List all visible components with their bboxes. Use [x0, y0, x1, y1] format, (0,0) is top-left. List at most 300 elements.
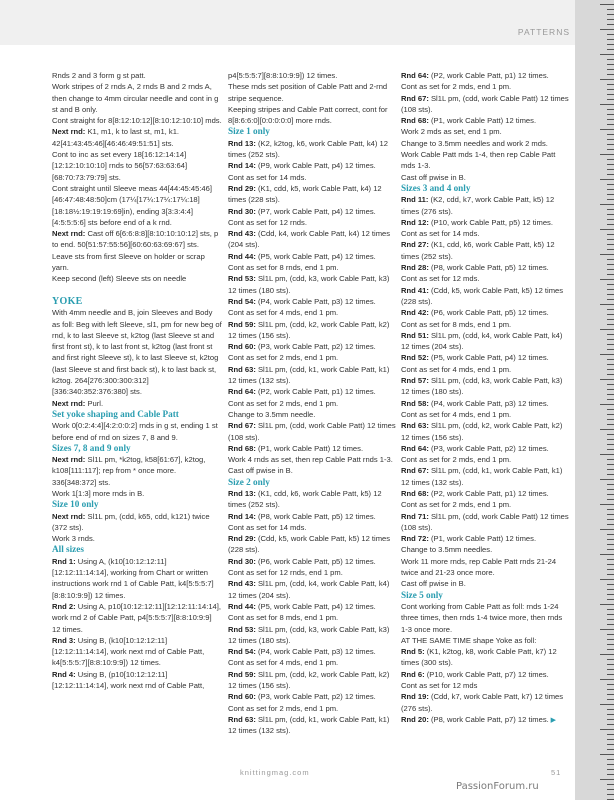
instruction-text: (P2, work Cable Patt, p1) 12 times.	[428, 488, 549, 498]
ruler-tick	[607, 624, 614, 625]
ruler-tick	[607, 719, 614, 720]
instruction-text: Sl1L pm, (cdd, k3, work Cable Patt, k3) 12 times (180 sts).	[228, 274, 390, 295]
ruler-tick	[600, 729, 614, 730]
instruction-line	[228, 522, 398, 533]
instruction-line	[401, 465, 571, 488]
round-label: Rnd 14:	[228, 511, 256, 521]
ruler-tick	[607, 789, 614, 790]
ruler-tick	[607, 19, 614, 20]
instruction-line	[52, 70, 222, 81]
ruler-tick	[600, 429, 614, 430]
instruction-line	[228, 262, 398, 273]
ruler-tick	[607, 34, 614, 35]
instruction-line	[401, 285, 571, 308]
instruction-line	[401, 330, 571, 353]
instruction-line	[401, 488, 571, 499]
ruler-tick	[607, 599, 614, 600]
instruction-text: (P10, work Cable Patt, p5) 12 times.	[428, 217, 553, 227]
instruction-text: Change to 3.5mm needles.	[401, 545, 493, 555]
instruction-text: Cont as set for 14 mds.	[228, 172, 307, 182]
instruction-text: (P3, work Cable Patt, p2) 12 times.	[428, 443, 549, 453]
instruction-line	[228, 104, 398, 127]
ruler-tick	[607, 44, 614, 45]
instruction-line	[228, 228, 398, 251]
instruction-line	[401, 454, 571, 465]
ruler-tick	[607, 299, 614, 300]
instruction-line	[228, 364, 398, 387]
instruction-line	[228, 691, 398, 702]
instruction-line	[228, 206, 398, 217]
ruler-tick	[600, 504, 614, 505]
instruction-text: (P5, work Cable Patt, p4) 12 times.	[255, 251, 376, 261]
ruler-tick	[607, 444, 614, 445]
instruction-text: Cont as set for 12 mds.	[401, 274, 480, 284]
ruler-tick	[607, 159, 614, 160]
ruler-tick	[607, 514, 614, 515]
ruler-tick	[607, 459, 614, 460]
paragraph-gap	[52, 285, 222, 296]
ruler-tick	[600, 129, 614, 130]
instruction-line	[401, 115, 571, 126]
ruler-tick	[600, 354, 614, 355]
column-1	[52, 70, 222, 691]
ruler-tick	[607, 394, 614, 395]
header-band	[0, 0, 614, 45]
instruction-text: (P4, work Cable Patt, p3) 12 times.	[255, 296, 376, 306]
instruction-text: Cont straight until Sleeve meas 44[44:45:45:46][46:47:48:48:50]cm (17¼[17¼:17¼:17¼:18][18:18½:19:19:19:69]in), ending 3[3:3:4:4][4:5:5:5:6] sts before end of a k rnd.	[52, 183, 212, 227]
instruction-text: Cont working from Cable Patt as foll: rnds 1-24 three times, then rnds 1-4 twice more, then rnds 1-3 once more.	[401, 601, 563, 634]
instruction-text: Sl1L pm, (cdd, k4, work Cable Patt, k4) 12 times (204 sts).	[228, 579, 390, 600]
ruler-tick	[600, 404, 614, 405]
instruction-text: Keep second (left) Sleeve sts on needle	[52, 274, 187, 284]
instruction-line	[401, 443, 571, 454]
ruler-tick	[607, 644, 614, 645]
instruction-line	[52, 420, 222, 443]
instruction-line	[228, 138, 398, 161]
round-label: Rnd 43:	[228, 579, 256, 589]
ruler-tick	[607, 164, 614, 165]
ruler-tick	[607, 564, 614, 565]
instruction-text: Cont as set for 14 mds.	[401, 229, 480, 239]
ruler-tick	[607, 209, 614, 210]
instruction-text: Cont as set for 8 mds, end 1 pm.	[401, 319, 512, 329]
round-label: Rnd 12:	[401, 217, 429, 227]
instruction-line	[228, 420, 398, 443]
instruction-line	[401, 578, 571, 589]
ruler-tick	[600, 379, 614, 380]
ruler-tick	[607, 784, 614, 785]
round-label: Rnd 43:	[228, 229, 256, 239]
instruction-text: Sl1L pm, (cdd, work Cable Patt) 12 times (108 sts).	[401, 93, 569, 114]
instruction-text: Cast off pwise in B.	[228, 466, 293, 476]
round-label: Rnd 54:	[228, 296, 256, 306]
ruler-tick	[607, 109, 614, 110]
instruction-line	[401, 691, 571, 714]
round-label: Rnd 67:	[228, 421, 256, 431]
instruction-text: Cont as set for 2 mds, end 1 pm.	[228, 703, 339, 713]
round-label: Rnd 60:	[228, 692, 256, 702]
ruler-tick	[607, 569, 614, 570]
ruler-tick	[607, 399, 614, 400]
round-label: Rnd 19:	[401, 692, 429, 702]
instruction-line	[401, 714, 571, 726]
round-label: Rnd 1:	[52, 556, 76, 566]
ruler-tick	[600, 104, 614, 105]
ruler-tick	[607, 319, 614, 320]
instruction-text: Keeping stripes and Cable Patt correct, cont for 8[8:6:6:0][0:0:0:0:0] more rnds.	[228, 104, 388, 126]
instruction-line	[401, 217, 571, 228]
ruler-tick	[607, 89, 614, 90]
ruler-tick	[607, 524, 614, 525]
ruler-tick	[600, 629, 614, 630]
instruction-line	[228, 307, 398, 318]
instruction-line	[228, 319, 398, 342]
instruction-text: Cont as set for 14 mds.	[228, 522, 307, 532]
ruler-tick	[607, 339, 614, 340]
ruler-tick	[607, 734, 614, 735]
ruler-tick	[607, 184, 614, 185]
instruction-text: p4[5:5:5:7][8:8:10:9:9]) 12 times.	[228, 71, 338, 80]
instruction-text: Sl1L pm, *k2tog, k58[61:67], k2tog, k108[111:117]; rep from * once more. 336[348:372] sts.	[52, 455, 206, 487]
instruction-line	[228, 612, 398, 623]
ruler-tick	[600, 229, 614, 230]
instruction-line	[401, 511, 571, 534]
instruction-line	[401, 307, 571, 318]
instruction-text: Cont as set for 8 rnds, end 1 pm.	[228, 263, 339, 273]
ruler-tick	[607, 794, 614, 795]
instruction-text: Cont as set for 4 mds, end 1 pm.	[228, 658, 339, 668]
instruction-text: Cont as set for 12 rnds.	[228, 217, 307, 227]
instruction-text: (K2, cdd, k7, work Cable Patt, k5) 12 times (276 sts).	[401, 195, 555, 216]
instruction-text: Work 3 rnds.	[52, 534, 95, 544]
instruction-text: Rnds 2 and 3 form g st patt.	[52, 71, 146, 80]
instruction-line	[52, 183, 222, 228]
ruler-tick	[607, 64, 614, 65]
instruction-text: Work stripes of 2 rnds A, 2 rnds B and 2 rnds A, then change to 4mm circular needle and cont in g st and B only.	[52, 82, 219, 114]
instruction-line	[228, 511, 398, 522]
ruler-tick	[607, 369, 614, 370]
instruction-text: These rnds set position of Cable Patt and 2-rnd stripe sequence.	[228, 82, 388, 103]
round-label: Rnd 29:	[228, 183, 256, 193]
instruction-text: (K2, k2tog, k6, work Cable Patt, k4) 12 times (252 sts).	[228, 138, 388, 160]
instruction-line	[52, 126, 222, 149]
round-label: Rnd 64:	[401, 71, 429, 80]
ruler-tick	[607, 744, 614, 745]
instruction-text: (P6, work Cable Patt, p5) 12 times.	[255, 556, 376, 566]
ruler-tick	[607, 169, 614, 170]
instruction-line	[52, 556, 222, 601]
round-label: Rnd 13:	[228, 488, 256, 498]
round-label: Rnd 42:	[401, 308, 429, 318]
ruler-tick	[600, 529, 614, 530]
instruction-text: (P8, work Cable Patt, p5) 12 times.	[255, 511, 376, 521]
ruler-tick	[600, 454, 614, 455]
section-heading: YOKE	[52, 295, 83, 307]
ruler-tick	[600, 679, 614, 680]
instruction-line	[401, 228, 571, 239]
instruction-text: Work 4 rnds as set, then rep Cable Patt rnds 1-3.	[228, 455, 393, 465]
ruler-tick	[607, 244, 614, 245]
instruction-line	[52, 251, 222, 274]
instruction-text: Sl1L pm, (cdd, k3, work Cable Patt, k3) 12 times (180 sts).	[228, 624, 390, 645]
instruction-text: Cont as set for 12 rnds, end 1 pm.	[228, 568, 343, 578]
ruler-tick	[607, 559, 614, 560]
instruction-line	[228, 273, 398, 296]
instruction-text: With 4mm needle and B, join Sleeves and Body as foll: Beg with left Sleeve, sl1, pm for new beg of rnd, k to last Sleeve st, k2tog (last Sleeve st and first front st), k to last front st, k2tog (last front st and first right Sleeve st), k to last Sleeve st, k2tog (last Sleeve st and first back st), k to last back st, k2tog. 264[276:300:300:312][336:340:352:376:380] sts.	[52, 308, 222, 397]
ruler-tick	[607, 99, 614, 100]
ruler-tick	[607, 584, 614, 585]
instruction-line	[401, 93, 571, 116]
instruction-text: Work 0[0:2:4:4][4:2:0:0:2] rnds in g st, ending 1 st before end of rnd on sizes 7, 8 and 9.	[52, 421, 218, 442]
section-heading: Size 10 only	[52, 499, 99, 510]
ruler-tick	[607, 664, 614, 665]
ruler-tick	[600, 479, 614, 480]
ruler-tick	[600, 179, 614, 180]
instruction-line	[228, 601, 398, 612]
instruction-text: (P8, work Cable Patt, p7) 12 times.	[428, 714, 549, 724]
instruction-line	[401, 70, 571, 81]
instruction-line	[52, 149, 222, 183]
instruction-text: Sl1L pm, (cdd, work Cable Patt) 12 times (108 sts).	[401, 511, 569, 532]
instruction-line	[228, 533, 398, 556]
ruler-tick	[607, 174, 614, 175]
instruction-line	[401, 149, 571, 172]
ruler-tick	[607, 614, 614, 615]
round-label: Rnd 14:	[228, 161, 256, 171]
ruler-tick	[607, 549, 614, 550]
instruction-text: Cont as set for 2 mds, end 1 pm.	[228, 353, 339, 363]
instruction-text: Sl1L pm, (cdd, k1, work Cable Patt, k1) 12 times (132 sts).	[228, 714, 390, 736]
ruler-tick	[607, 474, 614, 475]
round-label: Next rnd:	[52, 229, 86, 239]
instruction-line	[401, 499, 571, 510]
ruler-tick	[600, 329, 614, 330]
ruler-tick	[607, 724, 614, 725]
watermark: PassionForum.ru	[456, 781, 539, 792]
instruction-text: Purl.	[85, 398, 104, 408]
round-label: Rnd 68:	[228, 443, 256, 453]
instruction-text: Leave sts from first Sleeve on holder or scrap yarn.	[52, 251, 205, 273]
ruler-tick	[607, 619, 614, 620]
round-label: Rnd 67:	[401, 466, 429, 476]
round-label: Rnd 29:	[228, 534, 256, 544]
ruler-tick	[607, 219, 614, 220]
round-label: Rnd 6:	[401, 669, 425, 679]
ruler-tick	[600, 654, 614, 655]
ruler-tick	[607, 114, 614, 115]
ruler-tick	[607, 269, 614, 270]
instruction-line	[401, 262, 571, 273]
instruction-line	[401, 194, 571, 217]
ruler-tick	[600, 754, 614, 755]
ruler-tick	[607, 139, 614, 140]
instruction-line	[228, 81, 398, 104]
instruction-line	[401, 172, 571, 183]
section-label: PATTERNS	[517, 27, 570, 37]
ruler-tick	[600, 604, 614, 605]
ruler-tick	[607, 324, 614, 325]
instruction-line	[228, 454, 398, 465]
instruction-line	[401, 556, 571, 579]
round-label: Next rnd:	[52, 398, 86, 408]
ruler-tick	[607, 284, 614, 285]
ruler-tick	[607, 144, 614, 145]
round-label: Next rnd:	[52, 127, 86, 137]
page-number: 51	[551, 768, 562, 777]
ruler-tick	[607, 424, 614, 425]
instruction-text: (K1, cdd, k5, work Cable Patt, k4) 12 times (228 sts).	[228, 183, 382, 205]
ruler-tick	[607, 84, 614, 85]
column-2	[228, 70, 398, 737]
ruler-tick	[607, 74, 614, 75]
instruction-line	[401, 364, 571, 375]
ruler-tick	[607, 359, 614, 360]
instruction-text: Cont as set for 2 mds, end 1 pm.	[228, 398, 339, 408]
instruction-line	[401, 319, 571, 330]
ruler-tick	[607, 649, 614, 650]
instruction-line	[228, 251, 398, 262]
ruler-tick	[607, 694, 614, 695]
section-heading: Sizes 7, 8 and 9 only	[52, 442, 131, 453]
instruction-text: Cont as set for 2 mds, end 1 pm.	[401, 82, 512, 92]
section-heading: Sizes 3 and 4 only	[401, 182, 471, 193]
ruler-tick	[607, 699, 614, 700]
ruler-tick	[607, 249, 614, 250]
ruler-tick	[600, 29, 614, 30]
round-label: Rnd 44:	[228, 601, 256, 611]
round-label: Rnd 27:	[401, 240, 429, 250]
instruction-text: Cast off pwise in B.	[401, 579, 466, 589]
ruler-tick	[607, 239, 614, 240]
instruction-text: Using A, (k10[10:12:12:11][12:12:11:14:14], working from Chart or written instructions work rnd 1 of Cable Patt, k4[5:5:5:7][8:8:10:9:9]) 12 times.	[52, 556, 214, 600]
ruler-tick	[607, 59, 614, 60]
column-3	[401, 70, 571, 726]
ruler-tick	[600, 554, 614, 555]
round-label: Rnd 59:	[228, 669, 256, 679]
instruction-text: (Cdd, k5, work Cable Patt, k5) 12 times (228 sts).	[401, 285, 564, 306]
ruler-tick	[607, 309, 614, 310]
instruction-line	[52, 273, 222, 284]
ruler-tick	[607, 149, 614, 150]
instruction-text: (P1, work Cable Patt) 12 times.	[428, 534, 537, 544]
instruction-text: K1, m1, k to last st, m1, k1. 42[41:43:45:46][46:46:49:51:51] sts.	[52, 127, 180, 148]
instruction-line	[228, 352, 398, 363]
ruler-tick	[607, 314, 614, 315]
ruler-tick	[607, 194, 614, 195]
instruction-text: Cont straight for 8[8:12:10:12][8:10:12:10:10] mds.	[52, 116, 222, 126]
instruction-line	[401, 398, 571, 409]
ruler-tick	[600, 779, 614, 780]
instruction-text: (P5, work Cable Patt, p4) 12 times.	[255, 601, 376, 611]
instruction-line	[401, 420, 571, 443]
round-label: Rnd 64:	[228, 387, 256, 397]
instruction-line	[228, 624, 398, 647]
instruction-text: (K1, cdd, k6, work Cable Patt, k5) 12 times (252 sts).	[401, 240, 555, 261]
ruler-tick	[607, 764, 614, 765]
ruler-tick	[607, 439, 614, 440]
instruction-line	[228, 714, 398, 737]
ruler-tick	[607, 9, 614, 10]
instruction-text: Using B, (p10[10:12:12:11][12:12:11:14:14], work next rnd of Cable Patt,	[52, 669, 205, 691]
ruler-tick	[607, 574, 614, 575]
instruction-text: (P4, work Cable Patt, p3) 12 times.	[428, 398, 549, 408]
ruler-strip	[575, 0, 614, 800]
instruction-text: Sl1L pm, (cdd, k2, work Cable Patt, k2) 12 times (156 sts).	[228, 319, 390, 340]
instruction-line	[228, 70, 398, 81]
instruction-text: Sl1L pm, (cdd, k65, cdd, k121) twice (372 sts).	[52, 511, 210, 532]
ruler-tick	[607, 374, 614, 375]
ruler-tick	[600, 79, 614, 80]
instruction-line	[228, 465, 398, 476]
instruction-line	[228, 183, 398, 206]
ruler-tick	[607, 669, 614, 670]
ruler-tick	[607, 94, 614, 95]
ruler-tick	[600, 279, 614, 280]
instruction-text: (P9, work Cable Patt, p4) 12 times.	[255, 161, 376, 171]
ruler-tick	[607, 674, 614, 675]
instruction-line	[401, 533, 571, 544]
round-label: Rnd 30:	[228, 556, 256, 566]
ruler-tick	[607, 544, 614, 545]
section-heading: Set yoke shaping and Cable Patt	[52, 408, 179, 419]
ruler-tick	[607, 499, 614, 500]
instruction-text: Sl1L pm, (cdd, k2, work Cable Patt, k2) 12 times (156 sts).	[228, 669, 390, 691]
instruction-line	[52, 307, 222, 397]
ruler-tick	[607, 714, 614, 715]
ruler-tick	[607, 489, 614, 490]
ruler-tick	[607, 134, 614, 135]
round-label: Rnd 63:	[228, 364, 256, 374]
instruction-line	[52, 669, 222, 692]
instruction-line	[228, 160, 398, 171]
instruction-text: Sl1L pm, (cdd, k1, work Cable Patt, k1) 12 times (132 sts).	[228, 364, 390, 386]
ruler-tick	[607, 349, 614, 350]
instruction-line	[401, 239, 571, 262]
instruction-line	[228, 409, 398, 420]
instruction-text: Cont as set for 12 mds	[401, 681, 478, 691]
instruction-line	[401, 138, 571, 149]
instruction-line	[401, 273, 571, 284]
instruction-text: Using A, p10[10:12:12:11][12:12:11:14:14], work rnd 2 of Cable Patt, p4[5:5:5:7][8:8:10:9:9] 12 times.	[52, 601, 222, 634]
round-label: Next rnd:	[52, 455, 86, 465]
instruction-line	[228, 398, 398, 409]
ruler-tick	[607, 334, 614, 335]
instruction-line	[52, 228, 222, 251]
section-heading: All sizes	[52, 544, 84, 555]
instruction-line	[228, 296, 398, 307]
instruction-line	[401, 646, 571, 669]
ruler-tick	[607, 689, 614, 690]
ruler-tick	[607, 289, 614, 290]
instruction-text: Using B, (k10[10:12:12:11][12:12:11:14:14], work next rnd of Cable Patt, k4[5:5:5:7][8:8:10:9:9]) 12 times.	[52, 635, 205, 668]
ruler-tick	[607, 414, 614, 415]
ruler-tick	[607, 384, 614, 385]
round-label: Rnd 41:	[401, 285, 429, 295]
round-label: Rnd 11:	[401, 195, 429, 205]
instruction-line	[228, 567, 398, 578]
ruler-tick	[607, 224, 614, 225]
ruler-tick	[607, 214, 614, 215]
round-label: Rnd 58:	[401, 398, 429, 408]
instruction-text: (P10, work Cable Patt, p7) 12 times.	[424, 669, 549, 679]
ruler-tick	[607, 119, 614, 120]
round-label: Rnd 13:	[228, 138, 256, 148]
round-label: Rnd 3:	[52, 635, 76, 645]
instruction-text: (K1, cdd, k6, work Cable Patt, k5) 12 times (252 sts).	[228, 488, 382, 510]
ruler-tick	[607, 259, 614, 260]
ruler-tick	[607, 24, 614, 25]
round-label: Rnd 53:	[228, 624, 256, 634]
